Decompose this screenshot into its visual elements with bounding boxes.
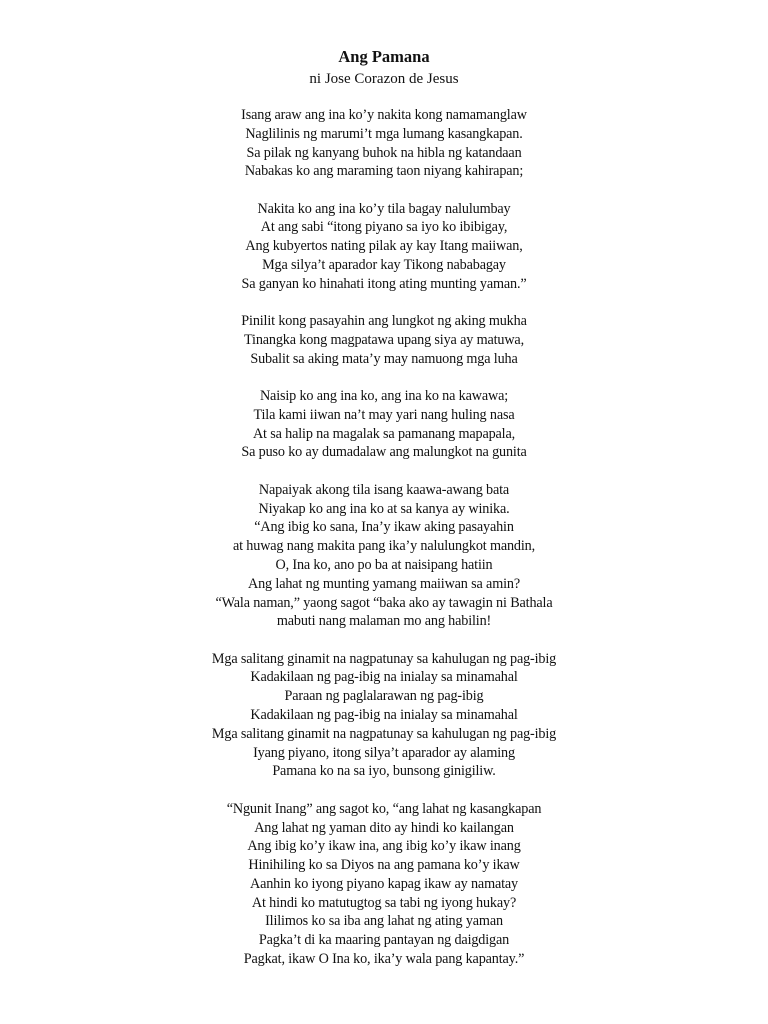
stanza <box>0 800 768 969</box>
poem-line: “Wala naman,” yaong sagot “baka ako ay tawagin ni Bathala <box>215 594 553 611</box>
poem-line: Mga salitang ginamit na nagpatunay sa kahulugan ng pag-ibig <box>211 650 557 667</box>
poem-author: ni Jose Corazon de Jesus <box>309 71 459 87</box>
poem-line: Nakita ko ang ina ko’y tila bagay nalulumbay <box>257 200 511 217</box>
poem-line: Ang lahat ng yaman dito ay hindi ko kailangan <box>254 819 514 836</box>
poem-line: Ang ibig ko’y ikaw ina, ang ibig ko’y ikaw inang <box>247 838 521 855</box>
poem-line: Nabakas ko ang maraming taon niyang kahirapan; <box>244 163 524 180</box>
poem-line: Ang kubyertos nating pilak ay kay Itang maiiwan, <box>245 238 523 255</box>
poem-page <box>0 46 768 987</box>
poem-line: Subalit sa aking mata’y may namuong mga luha <box>250 350 518 367</box>
stanza <box>0 312 768 368</box>
poem-line: mabuti nang malaman mo ang habilin! <box>276 613 492 630</box>
poem-line: Mga silya’t aparador kay Tikong nababagay <box>262 257 506 274</box>
poem-line: Kadakilaan ng pag-ibig na inialay sa minamahal <box>250 669 518 686</box>
poem-line: Pamana ko na sa iyo, bunsong ginigiliw. <box>272 763 496 780</box>
poem-line: Paraan ng paglalarawan ng pag-ibig <box>284 688 484 705</box>
poem-line: Sa pilak ng kanyang buhok na hibla ng katandaan <box>246 144 522 161</box>
poem-body <box>0 106 768 969</box>
poem-line: Sa puso ko ay dumadalaw ang malungkot na gunita <box>241 444 527 461</box>
poem-line: At sa halip na magalak sa pamanang mapapala, <box>252 425 516 442</box>
poem-line: “Ang ibig ko sana, Ina’y ikaw aking pasayahin <box>254 519 514 536</box>
stanza <box>0 387 768 462</box>
poem-line: Niyakap ko ang ina ko at sa kanya ay winika. <box>258 500 510 517</box>
stanza <box>0 200 768 294</box>
poem-line: At hindi ko matutugtog sa tabi ng iyong hukay? <box>251 894 517 911</box>
poem-line: Naglilinis ng marumi’t mga lumang kasangkapan. <box>245 125 523 142</box>
poem-line: Iyang piyano, itong silya’t aparador ay alaming <box>253 744 515 761</box>
poem-line: O, Ina ko, ano po ba at naisipang hatiin <box>275 556 493 573</box>
poem-line: Ang lahat ng munting yamang maiiwan sa amin? <box>248 575 520 592</box>
poem-line: Mga salitang ginamit na nagpatunay sa kahulugan ng pag-ibig <box>211 725 557 742</box>
stanza <box>0 481 768 631</box>
stanza <box>0 650 768 782</box>
poem-line: Naisip ko ang ina ko, ang ina ko na kawawa; <box>259 388 509 405</box>
poem-line: “Ngunit Inang” ang sagot ko, “ang lahat ng kasangkapan <box>226 800 542 817</box>
poem-line: at huwag nang makita pang ika’y nalulungkot mandin, <box>232 538 536 555</box>
poem-line: Aanhin ko iyong piyano kapag ikaw ay namatay <box>249 875 518 892</box>
stanza <box>0 106 768 181</box>
poem-line: Pagka’t di ka maaring pantayan ng daigdigan <box>258 932 510 949</box>
poem-line: Pagkat, ikaw O Ina ko, ika’y wala pang kapantay.” <box>243 951 525 968</box>
poem-line: Isang araw ang ina ko’y nakita kong namamanglaw <box>241 107 527 123</box>
poem-line: Sa ganyan ko hinahati itong ating munting yaman.” <box>241 275 527 292</box>
poem-line: Napaiyak akong tila isang kaawa-awang bata <box>258 481 510 498</box>
poem-line: At ang sabi “itong piyano sa iyo ko ibibigay, <box>260 219 508 236</box>
poem-line: Ililimos ko sa iba ang lahat ng ating yaman <box>265 913 503 930</box>
poem-line: Hinihiling ko sa Diyos na ang pamana ko’y ikaw <box>248 857 520 874</box>
poem-line: Kadakilaan ng pag-ibig na inialay sa minamahal <box>250 707 518 724</box>
poem-title: Ang Pamana <box>338 47 430 66</box>
poem-line: Tinangka kong magpatawa upang siya ay matuwa, <box>244 331 524 348</box>
poem-line: Pinilit kong pasayahin ang lungkot ng aking mukha <box>241 313 527 330</box>
poem-line: Tila kami iiwan na’t may yari nang huling nasa <box>253 406 515 423</box>
